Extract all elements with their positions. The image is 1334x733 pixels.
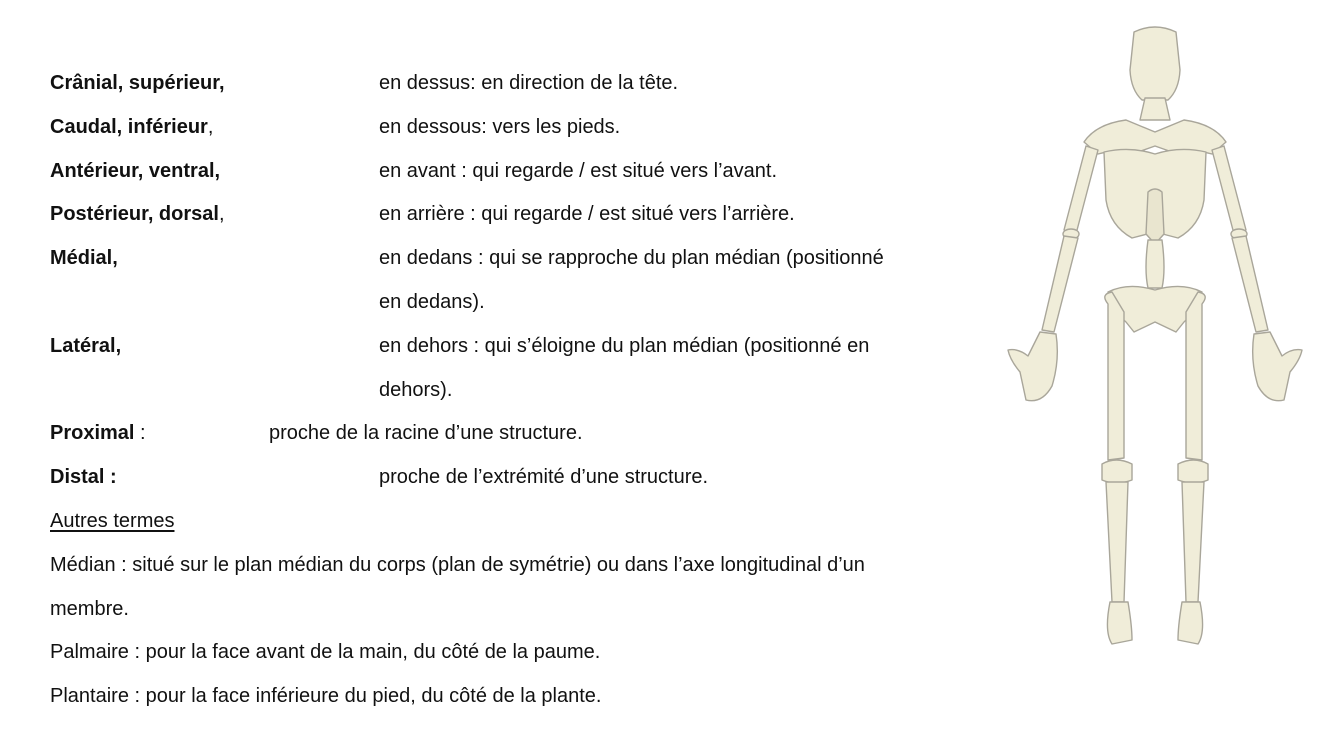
term-row-medial-continuation (50, 281, 990, 325)
left-tibia (1106, 482, 1128, 602)
left-foot (1107, 602, 1132, 644)
term-row-lateral-continuation (50, 369, 990, 413)
right-foot (1178, 602, 1203, 644)
term-label: Distal : (50, 466, 117, 489)
anatomical-terms-text (50, 62, 990, 719)
term-label: Crânial, supérieur, (50, 72, 225, 94)
right-hand (1253, 332, 1302, 401)
sternum (1146, 189, 1164, 244)
plantaire-definition: Plantaire : pour la face inférieure du pied, du côté de la plante. (50, 685, 602, 708)
skeleton-figure (1000, 20, 1310, 650)
term-row-posterior (50, 193, 990, 237)
term-row-cranial (50, 62, 990, 106)
term-row-medial (50, 237, 990, 281)
term-label: Antérieur, ventral, (50, 159, 221, 182)
term-row-distal (50, 456, 990, 500)
median-definition-continuation: membre. (50, 597, 129, 620)
term-row-lateral (50, 325, 990, 369)
term-definition-continuation: dehors). (379, 378, 453, 401)
skull (1130, 27, 1180, 100)
left-humerus (1064, 146, 1098, 234)
right-tibia (1182, 482, 1204, 602)
left-hand (1008, 332, 1057, 401)
term-definition: en dehors : qui s’éloigne du plan médian (positionné en (379, 334, 870, 357)
left-forearm (1042, 236, 1078, 332)
right-knee (1178, 460, 1208, 483)
left-femur (1105, 292, 1124, 460)
term-label: Latéral, (50, 334, 122, 357)
term-definition: proche de la racine d’une structure. (269, 422, 583, 445)
term-label: Caudal, inférieur, (50, 115, 214, 138)
neck (1140, 98, 1170, 120)
term-definition: en dedans : qui se rapproche du plan médian (positionné (379, 247, 884, 270)
term-label: Postérieur, dorsal, (50, 203, 225, 226)
term-definition: en dessous: vers les pieds. (379, 115, 621, 138)
term-row-proximal (50, 412, 990, 456)
right-forearm (1232, 236, 1268, 332)
term-label: Médial, (50, 247, 118, 270)
term-row-caudal (50, 106, 990, 150)
term-row-anterior (50, 150, 990, 194)
left-knee (1102, 460, 1132, 483)
term-definition: en dessus: en direction de la tête. (379, 72, 679, 94)
palmaire-definition: Palmaire : pour la face avant de la main, du côté de la paume. (50, 641, 601, 664)
term-label: Proximal : (50, 422, 146, 445)
right-femur (1186, 292, 1205, 460)
right-humerus (1212, 146, 1246, 234)
term-definition-continuation: en dedans). (379, 290, 485, 313)
term-definition: en arrière : qui regarde / est situé vers l’arrière. (379, 203, 795, 226)
other-terms-heading: Autres termes (50, 509, 175, 532)
spine (1146, 240, 1164, 288)
term-definition: en avant : qui regarde / est situé vers l’avant. (379, 159, 777, 182)
shoulder-girdle (1084, 120, 1226, 154)
skeleton-illustration (1000, 20, 1310, 650)
median-definition: Médian : situé sur le plan médian du corps (plan de symétrie) ou dans l’axe longitudinal d’un (50, 553, 865, 576)
term-definition: proche de l’extrémité d’une structure. (379, 466, 709, 489)
